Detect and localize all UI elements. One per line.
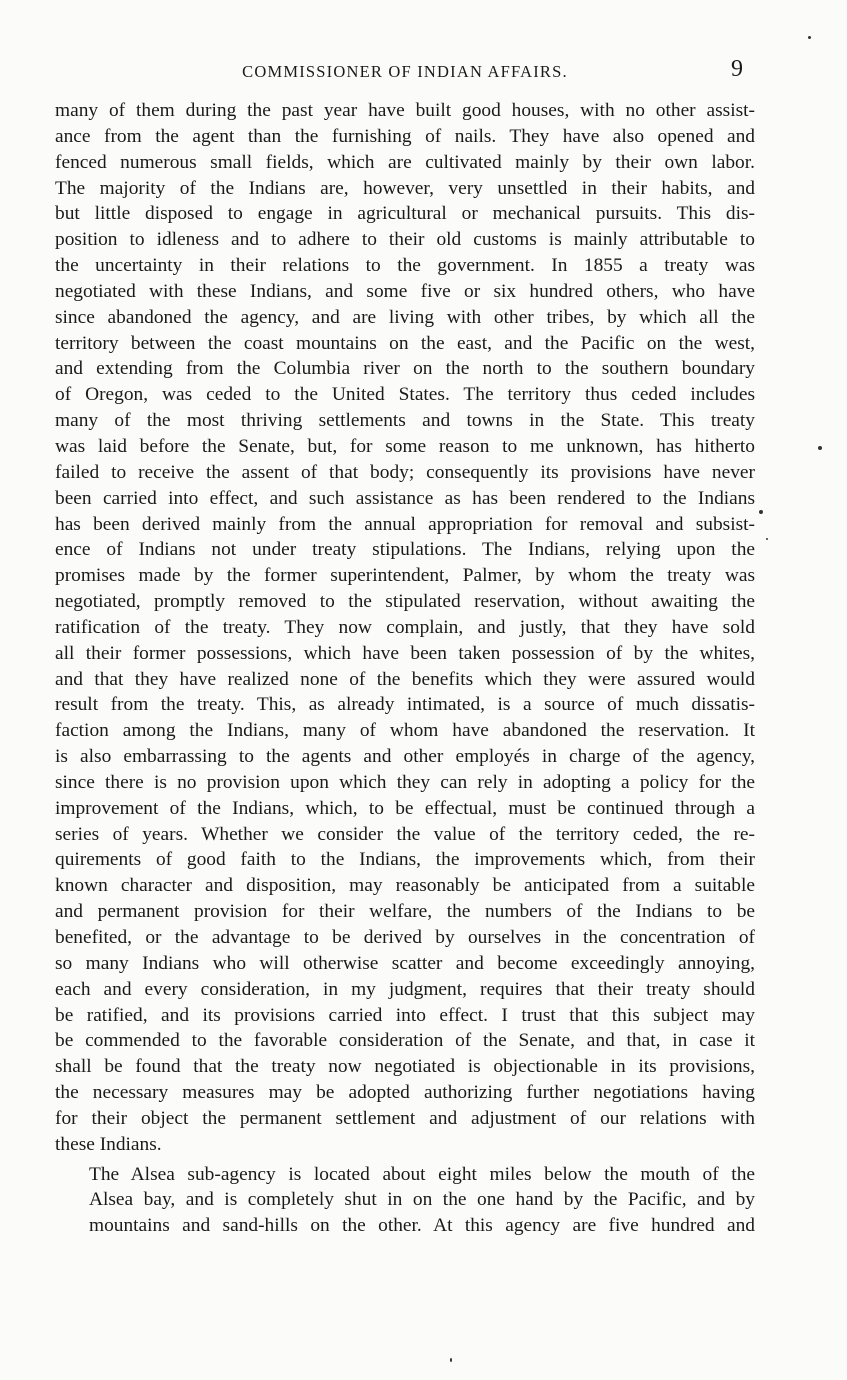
text-line: and extending from the Columbia river on the north to the southern boundary <box>55 358 755 380</box>
text-line: each and every consideration, in my judgment, requires that their treaty should <box>55 978 755 1000</box>
text-line: so many Indians who will otherwise scatter and become exceedingly annoying, <box>55 952 755 974</box>
text-line: of Oregon, was ceded to the United States. The territory thus ceded includes <box>55 384 755 406</box>
text-line: The majority of the Indians are, however, very unsettled in their habits, and <box>55 177 755 199</box>
print-speck <box>759 510 763 514</box>
text-line: the necessary measures may be adopted authorizing further negotiations having <box>55 1082 755 1104</box>
text-line: these Indians. <box>55 1133 162 1155</box>
text-line: improvement of the Indians, which, to be effectual, must be continued through a <box>55 797 755 819</box>
text-line: promises made by the former superintendent, Palmer, by whom the treaty was <box>55 565 755 587</box>
print-speck <box>818 446 822 450</box>
text-line: territory between the coast mountains on the east, and the Pacific on the west, <box>55 332 755 354</box>
text-line: position to idleness and to adhere to their old customs is mainly attributable to <box>55 229 755 251</box>
text-line: all their former possessions, which have been taken possession of by the whites, <box>55 642 755 664</box>
running-header <box>55 58 755 88</box>
text-line: faction among the Indians, many of whom have abandoned the reservation. It <box>55 720 755 742</box>
print-speck <box>808 36 811 39</box>
text-line: negotiated with these Indians, and some five or six hundred others, who have <box>55 280 755 302</box>
text-line: and that they have realized none of the benefits which they were assured would <box>55 668 755 690</box>
paragraph-2 <box>55 1162 755 1240</box>
print-speck <box>766 538 768 540</box>
text-line: Alsea bay, and is completely shut in on the one hand by the Pacific, and by <box>89 1189 755 1211</box>
text-line: and permanent provision for their welfare, the numbers of the Indians to be <box>55 901 755 923</box>
body-text <box>55 98 755 1239</box>
text-line: series of years. Whether we consider the value of the territory ceded, the re- <box>55 823 755 845</box>
text-line: benefited, or the advantage to be derived by ourselves in the concentration of <box>55 927 755 948</box>
text-line: has been derived mainly from the annual appropriation for removal and subsist- <box>55 513 755 535</box>
text-line: ratification of the treaty. They now complain, and justly, that they have sold <box>55 616 755 638</box>
text-line: known character and disposition, may reasonably be anticipated from a suitable <box>55 875 755 897</box>
text-line: many of the most thriving settlements and towns in the State. This treaty <box>55 410 755 432</box>
text-line: shall be found that the treaty now negotiated is objectionable in its provisions, <box>55 1056 755 1078</box>
page-number: 9 <box>731 56 743 82</box>
text-line: ance from the agent than the furnishing of nails. They have also opened and <box>55 125 755 147</box>
text-line: is also embarrassing to the agents and other employés in charge of the agency, <box>55 746 755 768</box>
text-line: but little disposed to engage in agricultural or mechanical pursuits. This dis- <box>55 203 755 225</box>
text-line: The Alsea sub-agency is located about eight miles below the mouth of the <box>89 1163 755 1185</box>
print-speck <box>450 1358 452 1362</box>
text-line: been carried into effect, and such assistance as has been rendered to the Indians <box>55 487 755 509</box>
text-line: mountains and sand-hills on the other. At this agency are five hundred and <box>89 1215 755 1237</box>
text-line: fenced numerous small fields, which are cultivated mainly by their own labor. <box>55 151 755 173</box>
paragraph-1 <box>55 98 755 1158</box>
text-line: be ratified, and its provisions carried into effect. I trust that this subject may <box>55 1004 755 1026</box>
text-line: since there is no provision upon which they can rely in adopting a policy for the <box>55 771 755 793</box>
text-line: failed to receive the assent of that body; consequently its provisions have never <box>55 461 755 483</box>
text-line: be commended to the favorable consideration of the Senate, and that, in case it <box>55 1030 755 1052</box>
text-line: many of them during the past year have built good houses, with no other assist- <box>55 100 755 121</box>
text-line: the uncertainty in their relations to the government. In 1855 a treaty was <box>55 255 755 277</box>
page-title: COMMISSIONER OF INDIAN AFFAIRS. <box>242 62 568 81</box>
text-line: since abandoned the agency, and are living with other tribes, by which all the <box>55 306 755 328</box>
text-line: negotiated, promptly removed to the stipulated reservation, without awaiting the <box>55 591 755 613</box>
text-line: was laid before the Senate, but, for some reason to me unknown, has hitherto <box>55 435 755 457</box>
text-line: ence of Indians not under treaty stipulations. The Indians, relying upon the <box>55 539 755 561</box>
text-line: for their object the permanent settlement and adjustment of our relations with <box>55 1107 755 1129</box>
text-line: result from the treaty. This, as already intimated, is a source of much dissatis- <box>55 694 755 716</box>
text-line: quirements of good faith to the Indians, the improvements which, from their <box>55 849 755 871</box>
